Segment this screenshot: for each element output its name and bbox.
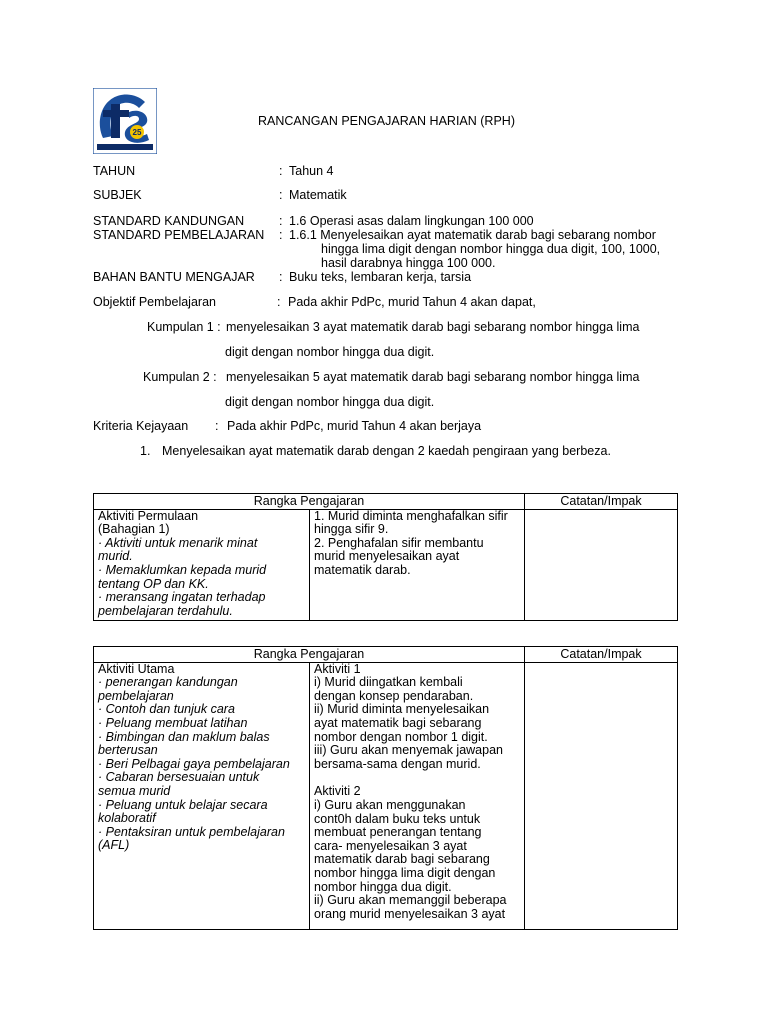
field-sp-label: STANDARD PEMBELAJARAN (93, 228, 265, 242)
table-row (94, 662, 678, 929)
cell-line: nombor hingga lima digit dengan (314, 865, 496, 880)
cell-line: matematik darab bagi sebarang (314, 852, 490, 867)
cell-line: ii) Murid diminta menyelesaikan (314, 702, 490, 717)
cell-aktiviti-desc (94, 509, 310, 620)
cell-line: tentang OP dan KK. (98, 576, 209, 591)
cell-line: hingga sifir 9. (314, 522, 389, 537)
header-rangka-pengajaran: Rangka Pengajaran (94, 647, 525, 663)
cell-line: · Cabaran bersesuaian untuk (98, 770, 260, 785)
objektif-value: Pada akhir PdPc, murid Tahun 4 akan dapat, (288, 295, 536, 309)
cell-line: · Beri Pelbagai gaya pembelajaran (98, 756, 290, 771)
cell-line: Aktiviti Permulaan (98, 508, 199, 523)
cell-line: · Contoh dan tunjuk cara (98, 702, 235, 717)
cell-line: matematik darab. (314, 562, 411, 577)
cell-catatan (525, 509, 678, 620)
cell-line: nombor dengan nombor 1 digit. (314, 729, 488, 744)
cell-aktiviti-desc (94, 662, 310, 929)
cell-line: · penerangan kandungan (98, 675, 238, 690)
kumpulan-2-label: Kumpulan 2 : (143, 370, 217, 384)
cell-line: · Peluang untuk belajar secara (98, 797, 268, 812)
ts25-logo-icon (93, 88, 157, 154)
kriteria-item-num: 1. (140, 444, 151, 458)
cell-catatan (525, 662, 678, 929)
kriteria-value: Pada akhir PdPc, murid Tahun 4 akan berjaya (227, 419, 482, 433)
cell-line: Aktiviti Utama (98, 661, 175, 676)
objektif-label: Objektif Pembelajaran (93, 295, 216, 309)
cell-line: 1. Murid diminta menghafalkan sifir (314, 508, 508, 523)
cell-line: (Bahagian 1) (98, 522, 170, 537)
cell-aktiviti-detail (310, 662, 525, 929)
header-rangka-pengajaran: Rangka Pengajaran (94, 494, 525, 510)
cell-line: nombor hingga dua digit. (314, 879, 452, 894)
field-subjek-sep: : (279, 188, 283, 202)
cell-line: pembelajaran (98, 688, 174, 703)
field-sk-label: STANDARD KANDUNGAN (93, 214, 245, 228)
cell-line: · Peluang membuat latihan (98, 715, 248, 730)
kriteria-sep: : (215, 419, 219, 433)
cell-line: orang murid menyelesaikan 3 ayat (314, 906, 506, 921)
cell-line: iii) Guru akan menyemak jawapan (314, 743, 503, 758)
field-sp-value: 1.6.1 Menyelesaikan ayat matematik darab bagi sebarang nombor (289, 228, 656, 242)
field-bbm-label: BAHAN BANTU MENGAJAR (93, 270, 255, 284)
cell-line: membuat penerangan tentang (314, 825, 482, 840)
cell-line: Aktiviti 1 (314, 661, 361, 676)
cell-line: (AFL) (98, 838, 130, 853)
table-header-row (94, 494, 678, 510)
field-sp-value-line2: hingga lima digit dengan nombor hingga dua digit, 100, 1000, (321, 242, 661, 256)
cell-line: 2. Penghafalan sifir membantu (314, 535, 484, 550)
svg-text:25: 25 (132, 128, 142, 137)
cell-line: · Pentaksiran untuk pembelajaran (98, 824, 285, 839)
field-sp-value-line3: hasil darabnya hingga 100 000. (321, 256, 496, 270)
cell-line: berterusan (98, 743, 158, 758)
field-tahun-label: TAHUN (93, 164, 136, 178)
cell-line: dengan konsep pendaraban. (314, 688, 474, 703)
field-bbm-sep: : (279, 270, 283, 284)
cell-line: murid. (98, 549, 133, 564)
field-sk-value: 1.6 Operasi asas dalam lingkungan 100 000 (289, 214, 534, 228)
kriteria-label: Kriteria Kejayaan (93, 419, 189, 433)
kumpulan-1-line1: menyelesaikan 3 ayat matematik darab bagi sebarang nombor hingga lima (226, 320, 640, 334)
cell-line: i) Murid diingatkan kembali (314, 675, 463, 690)
table-header-row (94, 647, 678, 663)
field-sk-sep: : (279, 214, 283, 228)
cell-gap (314, 771, 520, 785)
cell-line: · Bimbingan dan maklum balas (98, 729, 270, 744)
table-aktiviti-utama (93, 646, 678, 930)
table-aktiviti-permulaan (93, 493, 678, 621)
field-subjek-label: SUBJEK (93, 188, 142, 202)
objektif-sep: : (277, 295, 281, 309)
field-sp-sep: : (279, 228, 283, 242)
cell-aktiviti-detail (310, 509, 525, 620)
cell-line: bersama-sama dengan murid. (314, 756, 481, 771)
kumpulan-1-label: Kumpulan 1 : (147, 320, 221, 334)
cell-line: · meransang ingatan terhadap (98, 590, 266, 605)
field-bbm-value: Buku teks, lembaran kerja, tarsia (289, 270, 472, 284)
header-catatan-impak: Catatan/Impak (525, 494, 678, 510)
cell-line: cont0h dalam buku teks untuk (314, 811, 481, 826)
kriteria-item-text: Menyelesaikan ayat matematik darab dengan 2 kaedah pengiraan yang berbeza. (162, 444, 611, 458)
cell-line: ayat matematik bagi sebarang (314, 715, 482, 730)
table-row (94, 509, 678, 620)
field-subjek-value: Matematik (289, 188, 347, 202)
field-tahun-sep: : (279, 164, 283, 178)
kumpulan-2-line1: menyelesaikan 5 ayat matematik darab bagi sebarang nombor hingga lima (226, 370, 640, 384)
cell-line: Aktiviti 2 (314, 784, 361, 799)
cell-line: semua murid (98, 783, 171, 798)
page-title: RANCANGAN PENGAJARAN HARIAN (RPH) (258, 114, 515, 128)
header-catatan-impak: Catatan/Impak (525, 647, 678, 663)
kumpulan-1-line2: digit dengan nombor hingga dua digit. (225, 345, 435, 359)
cell-line: pembelajaran terdahulu. (98, 603, 233, 618)
cell-line: murid menyelesaikan ayat (314, 549, 460, 564)
cell-line: i) Guru akan menggunakan (314, 797, 466, 812)
cell-line: · Aktiviti untuk menarik minat (98, 535, 258, 550)
cell-line: ii) Guru akan memanggil beberapa (314, 893, 507, 908)
cell-line: kolaboratif (98, 811, 156, 826)
kumpulan-2-line2: digit dengan nombor hingga dua digit. (225, 395, 435, 409)
cell-line: cara- menyelesaikan 3 ayat (314, 838, 467, 853)
field-tahun-value: Tahun 4 (289, 164, 334, 178)
cell-line: · Memaklumkan kepada murid (98, 562, 267, 577)
